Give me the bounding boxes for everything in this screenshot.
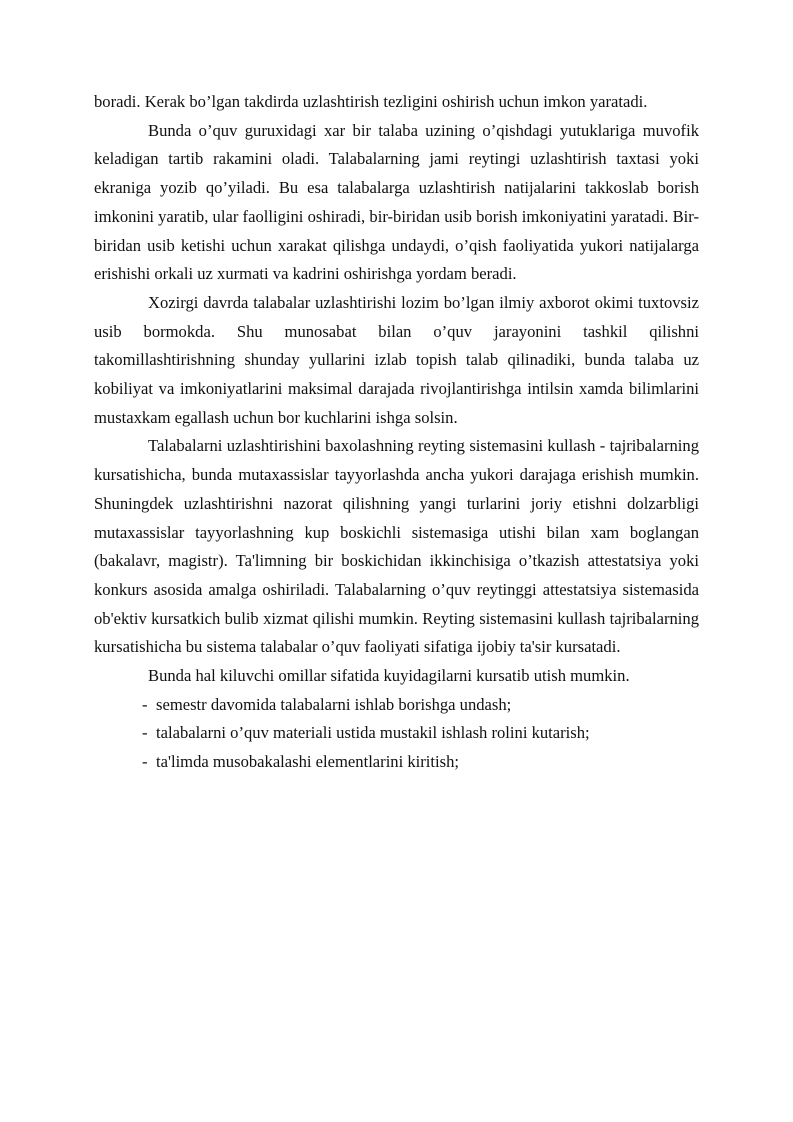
paragraph-information-flow: Xozirgi davrda talabalar uzlashtirishi lozim bo’lgan ilmiy axborot okimi tuxtovsiz usib bormokda. Shu munosabat bilan o’quv jarayonini tashkil qilishni takomillashtirishning shunday yullarini izlab topish talab qilinadiki, bunda talaba uz kobiliyat va imkoniyatlarini maksimal darajada rivojlantirishga intilsin xamda bilimlarini mustaxkam egallash uchun bor kuchlarini ishga solsin. [94,292,699,427]
bullet-dash: - [142,723,148,743]
list-item-text: semestr davomida talabalarni ishlab borishga undash; [156,694,512,714]
paragraph-rating-system: Talabalarni uzlashtirishini baxolashning reyting sistemasini kullash - tajribalarning kursatishicha, bunda mutaxassislar tayyorlashda ancha yukori darajaga erishish mumkin. Shuningdek uzlashtirishni nazorat qilishning yangi turlarini joriy etishni dolzarbligi mutaxassislar tayyorlashning kup boskichli sistemasiga utishi bilan xam boglangan (bakalavr, magistr). Ta'limning bir boskichidan ikkinchisiga o’tkazish attestatsiya yoki konkurs asosida amalga oshiriladi. Talabalarning o’quv reytinggi attestatsiya sistemasida ob'ektiv kursatkich bulib xizmat qilishi mumkin. Reyting sistemasini kullash tajribalarning kursatishicha bu sistema talabalar o’quv faoliyati sifatiga ijobiy ta'sir kursatadi. [94,436,699,657]
list-item-text: ta'limda musobakalashi elementlarini kiritish; [156,752,459,772]
list-item [94,691,699,720]
paragraph-rating-order: Bunda o’quv guruxidagi xar bir talaba uzining o’qishdagi yutuklariga muvofik keladigan tartib rakamini oladi. Talabalarning jami reytingi uzlashtirish taxtasi yoki ekraniga yozib qo’yiladi. Bu esa talabalarga uzlashtirish natijalarini takkoslab borish imkonini yaratib, ular faolligini oshiradi, bir-biridan usib borish imkoniyatini yaratadi. Bir-biridan usib ketishi uchun xarakat qilishga undaydi, o’qish faoliyatida yukori natijalarga erishishi orkali uz xurmati va kadrini oshirishga yordam beradi. [94,120,699,284]
paragraph-factors-intro: Bunda hal kiluvchi omillar sifatida kuyidagilarni kursatib utish mumkin. [148,666,630,686]
bullet-dash: - [142,694,148,714]
bullet-list [94,691,699,777]
paragraph-continuation: boradi. Kerak bo’lgan takdirda uzlashtirish tezligini oshirish uchun imkon yaratadi. [94,92,648,111]
list-item [94,748,699,777]
bullet-dash: - [142,752,148,772]
list-item-text: talabalarni o’quv materiali ustida mustakil ishlash rolini kutarish; [156,723,590,743]
list-item [94,719,699,748]
document-page [94,88,699,777]
